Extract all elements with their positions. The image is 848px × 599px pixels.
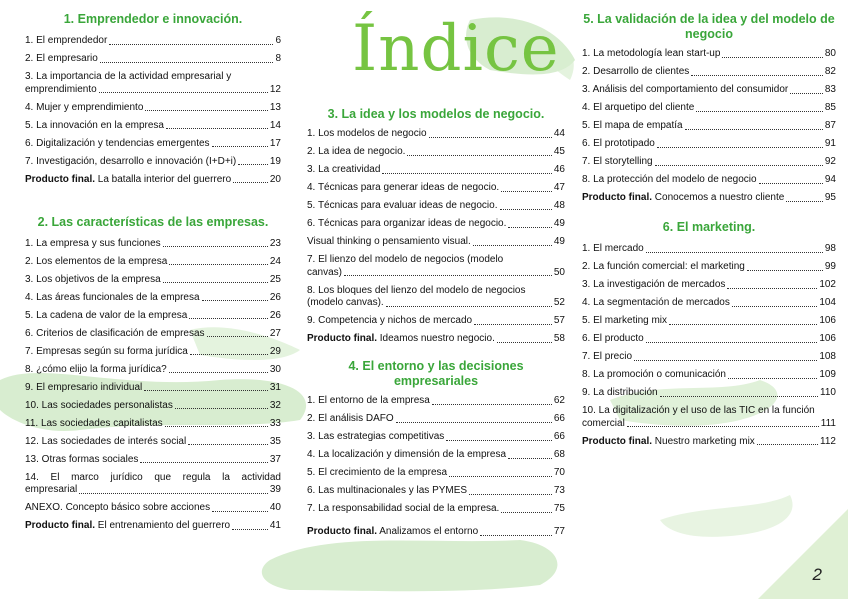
toc-entry[interactable]: 1. El emprendedor 6	[25, 35, 281, 46]
toc-entry[interactable]: 2. La idea de negocio. 45	[307, 146, 565, 157]
toc-entry-final[interactable]: Producto final. El entrenamiento del guerrero 41	[25, 520, 281, 531]
section-title: 4. El entorno y las decisiones empresariales	[348, 359, 524, 388]
toc-entry[interactable]: 10. La digitalización y el uso de las TIC en la función comercial 111	[582, 405, 836, 429]
toc-entry[interactable]: 2. Los elementos de la empresa 24	[25, 255, 281, 267]
toc-entry-final[interactable]: Producto final. Ideamos nuestro negocio. 58	[307, 333, 565, 344]
toc-entry[interactable]: Visual thinking o pensamiento visual. 49	[307, 236, 565, 247]
toc-entry[interactable]: 2. Desarrollo de clientes 82	[582, 66, 836, 77]
toc-entry[interactable]: 8. La promoción o comunicación 109	[582, 369, 836, 380]
toc-entry[interactable]: 3. Las estrategias competitivas 66	[307, 431, 565, 442]
toc-entry[interactable]: ANEXO. Concepto básico sobre acciones 40	[25, 502, 281, 513]
toc-entry[interactable]: 8. La protección del modelo de negocio 94	[582, 174, 836, 185]
toc-entry[interactable]: 6. El prototipado 91	[582, 138, 836, 149]
toc-entry[interactable]: 4. Las áreas funcionales de la empresa 26	[25, 291, 281, 303]
toc-entry[interactable]: 6. Técnicas para organizar ideas de negocio. 49	[307, 218, 565, 229]
toc-entry[interactable]: 1. El mercado 98	[582, 243, 836, 254]
toc-entry[interactable]: 3. Los objetivos de la empresa 25	[25, 273, 281, 285]
toc-entry[interactable]: 6. Digitalización y tendencias emergentes 17	[25, 137, 281, 149]
toc-entry[interactable]: 7. Investigación, desarrollo e innovación (I+D+i) 19	[25, 155, 281, 167]
toc-entry[interactable]: 1. El entorno de la empresa 62	[307, 395, 565, 406]
toc-entry-final[interactable]: Producto final. Analizamos el entorno 77	[307, 526, 565, 537]
toc-entry[interactable]: 5. El mapa de empatía 87	[582, 120, 836, 131]
toc-entry[interactable]: 5. La innovación en la empresa 14	[25, 119, 281, 131]
toc-entry[interactable]: 9. El empresario individual 31	[25, 381, 281, 393]
toc-entry[interactable]: 6. Las multinacionales y las PYMES 73	[307, 485, 565, 496]
toc-entry[interactable]: 14. El marco jurídico que regula la actividad empresarial 39	[25, 471, 281, 495]
toc-entry[interactable]: 4. La localización y dimensión de la empresa 68	[307, 449, 565, 460]
toc-entry[interactable]: 4. Técnicas para generar ideas de negocio. 47	[307, 182, 565, 193]
toc-entry[interactable]: 4. La segmentación de mercados 104	[582, 297, 836, 308]
toc-entry[interactable]: 7. El lienzo del modelo de negocios (modelo canvas) 50	[307, 254, 565, 278]
toc-entry[interactable]: 2. La función comercial: el marketing 99	[582, 261, 836, 272]
toc-entry[interactable]: 2. El empresario 8	[25, 53, 281, 64]
toc-entry[interactable]: 7. Empresas según su forma jurídica 29	[25, 345, 281, 357]
toc-entry[interactable]: 8. ¿cómo elijo la forma jurídica? 30	[25, 363, 281, 375]
section-title: 1. Emprendedor e innovación.	[63, 12, 243, 26]
toc-entry[interactable]: 13. Otras formas sociales 37	[25, 453, 281, 465]
toc-entry[interactable]: 7. La responsabilidad social de la empresa. 75	[307, 503, 565, 514]
toc-entry[interactable]: 1. La empresa y sus funciones 23	[25, 237, 281, 249]
page-corner-shape	[758, 509, 848, 599]
toc-entry[interactable]: 5. Técnicas para evaluar ideas de negocio. 48	[307, 200, 565, 211]
toc-entry-final[interactable]: Producto final. La batalla interior del guerrero 20	[25, 173, 281, 185]
toc-entry[interactable]: 5. El crecimiento de la empresa 70	[307, 467, 565, 478]
toc-entry-final[interactable]: Producto final. Nuestro marketing mix 112	[582, 435, 836, 447]
section-title: 3. La idea y los modelos de negocio.	[327, 107, 545, 121]
toc-entry[interactable]: 2. El análisis DAFO 66	[307, 413, 565, 424]
index-column-2	[307, 12, 565, 544]
index-title: Índice	[352, 12, 560, 86]
toc-entry[interactable]: 9. Competencia y nichos de mercado 57	[307, 315, 565, 326]
toc-entry[interactable]: 10. Las sociedades personalistas 32	[25, 399, 281, 411]
toc-entry[interactable]: 4. El arquetipo del cliente 85	[582, 102, 836, 113]
section-title: 2. Las características de las empresas.	[37, 214, 269, 229]
toc-entry[interactable]: 3. La investigación de mercados 102	[582, 279, 836, 290]
toc-entry[interactable]: 9. La distribución 110	[582, 387, 836, 398]
toc-entry[interactable]: 4. Mujer y emprendimiento 13	[25, 101, 281, 113]
section-title: 6. El marketing.	[662, 220, 756, 234]
index-column-3	[582, 12, 836, 454]
toc-entry[interactable]: 1. Los modelos de negocio 44	[307, 128, 565, 139]
page-number: 2	[812, 565, 822, 584]
toc-entry[interactable]: 6. Criterios de clasificación de empresas 27	[25, 327, 281, 339]
toc-entry[interactable]: 3. La creatividad 46	[307, 164, 565, 175]
toc-entry[interactable]: 11. Las sociedades capitalistas 33	[25, 417, 281, 429]
index-column-1	[25, 12, 281, 538]
section-title: 5. La validación de la idea y del modelo de negocio	[583, 12, 835, 41]
toc-entry[interactable]: 1. La metodología lean start-up 80	[582, 48, 836, 59]
toc-entry[interactable]: 8. Los bloques del lienzo del modelo de negocios (modelo canvas). 52	[307, 284, 565, 308]
toc-entry[interactable]: 12. Las sociedades de interés social 35	[25, 435, 281, 447]
toc-entry[interactable]: 3. Análisis del comportamiento del consumidor 83	[582, 84, 836, 95]
toc-entry[interactable]: 5. El marketing mix 106	[582, 315, 836, 326]
toc-entry[interactable]: 6. El producto 106	[582, 333, 836, 344]
toc-entry[interactable]: 7. El precio 108	[582, 351, 836, 362]
toc-entry-final[interactable]: Producto final. Conocemos a nuestro cliente 95	[582, 192, 836, 203]
toc-entry[interactable]: 7. El storytelling 92	[582, 156, 836, 167]
toc-entry[interactable]: 3. La importancia de la actividad empresarial y emprendimiento 12	[25, 71, 281, 95]
toc-entry[interactable]: 5. La cadena de valor de la empresa 26	[25, 309, 281, 321]
